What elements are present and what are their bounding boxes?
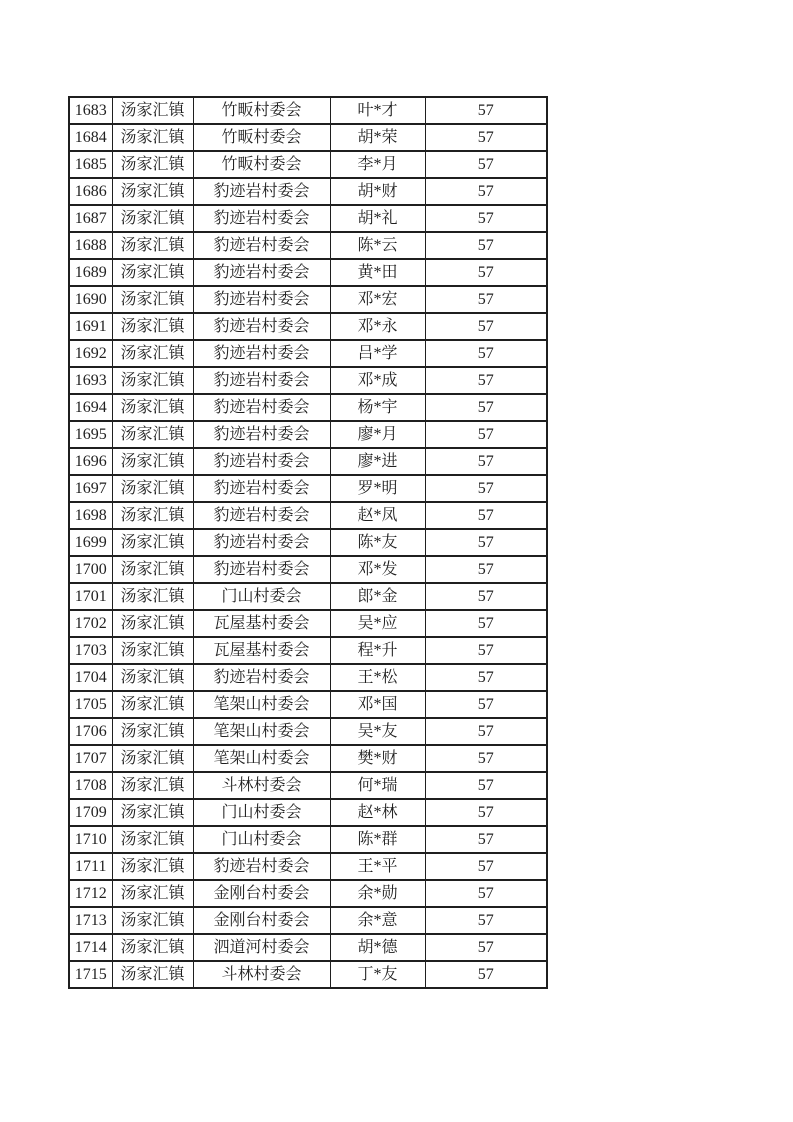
cell-village_committee: 豹迹岩村委会 [193, 502, 330, 529]
cell-town: 汤家汇镇 [112, 961, 193, 988]
cell-serial_no: 1701 [69, 583, 112, 610]
table-row [69, 556, 547, 583]
cell-value: 57 [425, 772, 547, 799]
cell-masked_name: 邓*宏 [330, 286, 425, 313]
cell-village_committee: 豹迹岩村委会 [193, 475, 330, 502]
cell-village_committee: 笔架山村委会 [193, 718, 330, 745]
cell-masked_name: 吴*友 [330, 718, 425, 745]
cell-value: 57 [425, 961, 547, 988]
cell-value: 57 [425, 124, 547, 151]
table-row [69, 232, 547, 259]
cell-serial_no: 1714 [69, 934, 112, 961]
cell-serial_no: 1691 [69, 313, 112, 340]
cell-village_committee: 豹迹岩村委会 [193, 232, 330, 259]
cell-value: 57 [425, 151, 547, 178]
cell-serial_no: 1692 [69, 340, 112, 367]
cell-village_committee: 斗林村委会 [193, 961, 330, 988]
cell-serial_no: 1685 [69, 151, 112, 178]
cell-value: 57 [425, 286, 547, 313]
cell-village_committee: 金刚台村委会 [193, 907, 330, 934]
cell-serial_no: 1688 [69, 232, 112, 259]
table-row [69, 853, 547, 880]
cell-masked_name: 胡*礼 [330, 205, 425, 232]
cell-value: 57 [425, 178, 547, 205]
cell-town: 汤家汇镇 [112, 853, 193, 880]
cell-masked_name: 赵*凤 [330, 502, 425, 529]
table-row [69, 691, 547, 718]
cell-masked_name: 陈*群 [330, 826, 425, 853]
cell-masked_name: 胡*财 [330, 178, 425, 205]
cell-serial_no: 1704 [69, 664, 112, 691]
cell-town: 汤家汇镇 [112, 556, 193, 583]
cell-village_committee: 豹迹岩村委会 [193, 313, 330, 340]
table-row [69, 772, 547, 799]
cell-town: 汤家汇镇 [112, 529, 193, 556]
cell-town: 汤家汇镇 [112, 826, 193, 853]
cell-value: 57 [425, 529, 547, 556]
cell-town: 汤家汇镇 [112, 502, 193, 529]
cell-masked_name: 李*月 [330, 151, 425, 178]
cell-town: 汤家汇镇 [112, 718, 193, 745]
cell-town: 汤家汇镇 [112, 421, 193, 448]
table-row [69, 178, 547, 205]
cell-value: 57 [425, 745, 547, 772]
table-row [69, 340, 547, 367]
cell-value: 57 [425, 718, 547, 745]
cell-village_committee: 门山村委会 [193, 583, 330, 610]
cell-value: 57 [425, 583, 547, 610]
table-row [69, 961, 547, 988]
cell-village_committee: 豹迹岩村委会 [193, 340, 330, 367]
cell-value: 57 [425, 934, 547, 961]
cell-masked_name: 廖*进 [330, 448, 425, 475]
cell-masked_name: 余*意 [330, 907, 425, 934]
cell-masked_name: 丁*友 [330, 961, 425, 988]
cell-town: 汤家汇镇 [112, 313, 193, 340]
cell-village_committee: 豹迹岩村委会 [193, 286, 330, 313]
cell-town: 汤家汇镇 [112, 934, 193, 961]
table-row [69, 367, 547, 394]
cell-value: 57 [425, 259, 547, 286]
cell-masked_name: 陈*友 [330, 529, 425, 556]
cell-masked_name: 郎*金 [330, 583, 425, 610]
cell-town: 汤家汇镇 [112, 637, 193, 664]
cell-town: 汤家汇镇 [112, 232, 193, 259]
table-row [69, 880, 547, 907]
cell-village_committee: 门山村委会 [193, 799, 330, 826]
cell-town: 汤家汇镇 [112, 97, 193, 124]
cell-town: 汤家汇镇 [112, 907, 193, 934]
cell-masked_name: 胡*荣 [330, 124, 425, 151]
cell-village_committee: 豹迹岩村委会 [193, 367, 330, 394]
cell-serial_no: 1694 [69, 394, 112, 421]
table-row [69, 97, 547, 124]
table-row [69, 475, 547, 502]
cell-town: 汤家汇镇 [112, 475, 193, 502]
cell-value: 57 [425, 907, 547, 934]
cell-village_committee: 笔架山村委会 [193, 745, 330, 772]
cell-serial_no: 1709 [69, 799, 112, 826]
table-row [69, 718, 547, 745]
cell-masked_name: 王*平 [330, 853, 425, 880]
cell-town: 汤家汇镇 [112, 394, 193, 421]
cell-value: 57 [425, 502, 547, 529]
cell-masked_name: 吴*应 [330, 610, 425, 637]
cell-value: 57 [425, 205, 547, 232]
cell-village_committee: 泗道河村委会 [193, 934, 330, 961]
beneficiary-table [68, 96, 548, 989]
cell-masked_name: 程*升 [330, 637, 425, 664]
cell-village_committee: 瓦屋基村委会 [193, 610, 330, 637]
cell-masked_name: 叶*才 [330, 97, 425, 124]
cell-town: 汤家汇镇 [112, 286, 193, 313]
cell-serial_no: 1683 [69, 97, 112, 124]
table-row [69, 664, 547, 691]
cell-serial_no: 1689 [69, 259, 112, 286]
table-row [69, 502, 547, 529]
cell-village_committee: 豹迹岩村委会 [193, 394, 330, 421]
cell-town: 汤家汇镇 [112, 745, 193, 772]
cell-masked_name: 余*勋 [330, 880, 425, 907]
cell-serial_no: 1684 [69, 124, 112, 151]
cell-masked_name: 胡*德 [330, 934, 425, 961]
cell-value: 57 [425, 475, 547, 502]
cell-village_committee: 豹迹岩村委会 [193, 853, 330, 880]
cell-serial_no: 1706 [69, 718, 112, 745]
cell-masked_name: 廖*月 [330, 421, 425, 448]
cell-value: 57 [425, 232, 547, 259]
cell-value: 57 [425, 394, 547, 421]
cell-masked_name: 樊*财 [330, 745, 425, 772]
table-row [69, 313, 547, 340]
cell-town: 汤家汇镇 [112, 880, 193, 907]
cell-village_committee: 豹迹岩村委会 [193, 205, 330, 232]
table-row [69, 286, 547, 313]
cell-serial_no: 1686 [69, 178, 112, 205]
cell-serial_no: 1690 [69, 286, 112, 313]
cell-serial_no: 1697 [69, 475, 112, 502]
cell-serial_no: 1705 [69, 691, 112, 718]
cell-value: 57 [425, 313, 547, 340]
cell-village_committee: 豹迹岩村委会 [193, 664, 330, 691]
cell-serial_no: 1713 [69, 907, 112, 934]
cell-value: 57 [425, 367, 547, 394]
table-row [69, 151, 547, 178]
cell-value: 57 [425, 691, 547, 718]
table-row [69, 610, 547, 637]
cell-town: 汤家汇镇 [112, 124, 193, 151]
cell-masked_name: 邓*发 [330, 556, 425, 583]
cell-village_committee: 竹畈村委会 [193, 151, 330, 178]
cell-town: 汤家汇镇 [112, 340, 193, 367]
cell-village_committee: 豹迹岩村委会 [193, 529, 330, 556]
cell-masked_name: 邓*成 [330, 367, 425, 394]
cell-serial_no: 1712 [69, 880, 112, 907]
table-row [69, 583, 547, 610]
cell-town: 汤家汇镇 [112, 448, 193, 475]
cell-village_committee: 豹迹岩村委会 [193, 556, 330, 583]
cell-value: 57 [425, 826, 547, 853]
cell-serial_no: 1695 [69, 421, 112, 448]
cell-value: 57 [425, 340, 547, 367]
cell-village_committee: 瓦屋基村委会 [193, 637, 330, 664]
cell-masked_name: 吕*学 [330, 340, 425, 367]
cell-serial_no: 1699 [69, 529, 112, 556]
cell-village_committee: 豹迹岩村委会 [193, 448, 330, 475]
cell-masked_name: 赵*林 [330, 799, 425, 826]
cell-village_committee: 笔架山村委会 [193, 691, 330, 718]
cell-village_committee: 金刚台村委会 [193, 880, 330, 907]
cell-value: 57 [425, 664, 547, 691]
cell-village_committee: 豹迹岩村委会 [193, 259, 330, 286]
table-row [69, 934, 547, 961]
cell-serial_no: 1707 [69, 745, 112, 772]
cell-serial_no: 1710 [69, 826, 112, 853]
cell-serial_no: 1708 [69, 772, 112, 799]
cell-value: 57 [425, 799, 547, 826]
cell-town: 汤家汇镇 [112, 205, 193, 232]
cell-masked_name: 邓*永 [330, 313, 425, 340]
cell-value: 57 [425, 448, 547, 475]
table-row [69, 529, 547, 556]
cell-town: 汤家汇镇 [112, 772, 193, 799]
cell-masked_name: 罗*明 [330, 475, 425, 502]
cell-serial_no: 1693 [69, 367, 112, 394]
table-body [69, 97, 547, 988]
cell-town: 汤家汇镇 [112, 583, 193, 610]
cell-village_committee: 豹迹岩村委会 [193, 178, 330, 205]
table-row [69, 205, 547, 232]
cell-town: 汤家汇镇 [112, 610, 193, 637]
cell-masked_name: 何*瑞 [330, 772, 425, 799]
cell-masked_name: 杨*宇 [330, 394, 425, 421]
cell-serial_no: 1715 [69, 961, 112, 988]
cell-masked_name: 黄*田 [330, 259, 425, 286]
cell-serial_no: 1698 [69, 502, 112, 529]
table-row [69, 421, 547, 448]
cell-value: 57 [425, 637, 547, 664]
cell-serial_no: 1703 [69, 637, 112, 664]
table-row [69, 907, 547, 934]
cell-masked_name: 王*松 [330, 664, 425, 691]
cell-serial_no: 1702 [69, 610, 112, 637]
cell-serial_no: 1696 [69, 448, 112, 475]
table-row [69, 637, 547, 664]
cell-value: 57 [425, 556, 547, 583]
table-row [69, 394, 547, 421]
table-row [69, 745, 547, 772]
cell-town: 汤家汇镇 [112, 799, 193, 826]
cell-village_committee: 斗林村委会 [193, 772, 330, 799]
cell-village_committee: 竹畈村委会 [193, 124, 330, 151]
table-row [69, 259, 547, 286]
cell-town: 汤家汇镇 [112, 151, 193, 178]
cell-town: 汤家汇镇 [112, 259, 193, 286]
cell-serial_no: 1687 [69, 205, 112, 232]
cell-town: 汤家汇镇 [112, 178, 193, 205]
cell-value: 57 [425, 853, 547, 880]
table-row [69, 448, 547, 475]
cell-value: 57 [425, 97, 547, 124]
cell-value: 57 [425, 421, 547, 448]
cell-serial_no: 1700 [69, 556, 112, 583]
table-row [69, 799, 547, 826]
cell-masked_name: 陈*云 [330, 232, 425, 259]
cell-masked_name: 邓*国 [330, 691, 425, 718]
cell-town: 汤家汇镇 [112, 664, 193, 691]
cell-village_committee: 门山村委会 [193, 826, 330, 853]
cell-value: 57 [425, 880, 547, 907]
table-row [69, 124, 547, 151]
cell-town: 汤家汇镇 [112, 367, 193, 394]
table-row [69, 826, 547, 853]
cell-town: 汤家汇镇 [112, 691, 193, 718]
cell-serial_no: 1711 [69, 853, 112, 880]
cell-value: 57 [425, 610, 547, 637]
cell-village_committee: 竹畈村委会 [193, 97, 330, 124]
cell-village_committee: 豹迹岩村委会 [193, 421, 330, 448]
